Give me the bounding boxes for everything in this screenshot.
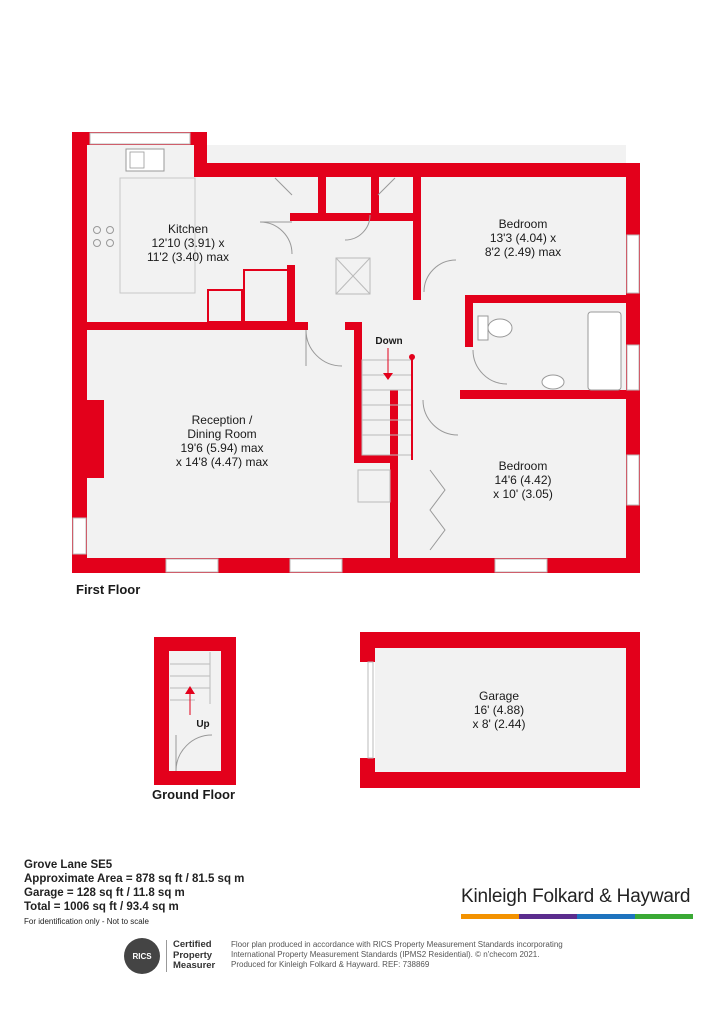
window-bottom-2	[290, 559, 342, 572]
brand-bar-orange	[461, 914, 519, 919]
bathtub	[588, 312, 621, 390]
reception-dim1: 19'6 (5.94) max	[180, 441, 264, 455]
agency-name: Kinleigh Folkard & Hayward	[461, 886, 691, 907]
window-right-3	[627, 455, 639, 505]
wall-bedroom2-left	[390, 390, 398, 565]
basin	[542, 375, 564, 389]
scale-note: For identification only - Not to scale	[24, 917, 149, 926]
garage-wall-right	[626, 632, 640, 788]
wall-bath-bottom	[460, 390, 626, 399]
garage-wall-bottom	[360, 772, 640, 788]
kitchen-dim1: 12'10 (3.91) x	[151, 236, 225, 250]
first-floor-label: First Floor	[76, 582, 141, 597]
total-area: Total = 1006 sq ft / 93.4 sq m	[24, 901, 179, 913]
wall-outer-bottom	[72, 558, 640, 573]
kitchen-dim2: 11'2 (3.40) max	[146, 250, 230, 264]
ground-wall-top	[154, 637, 236, 651]
garage-wall-left-top	[360, 632, 375, 662]
rics-line2: Property	[173, 949, 213, 961]
toilet-cistern	[478, 316, 488, 340]
disclaimer	[231, 940, 601, 970]
wall-bath-left	[465, 295, 473, 347]
bedroom2-dim2: x 10' (3.05)	[493, 487, 553, 501]
window-right-2	[627, 345, 639, 390]
wall-outer-left	[72, 132, 87, 572]
rics-seal-icon: RICS	[124, 938, 160, 974]
wall-top-main	[194, 163, 640, 177]
agency-logo	[461, 886, 693, 919]
ground-floor-label: Ground Floor	[152, 787, 236, 802]
garage-dim1: 16' (4.88)	[473, 703, 525, 717]
garage-wall-left-bottom	[360, 758, 375, 788]
rics-line1: Certified	[173, 939, 212, 951]
bedroom2-dim1: 14'6 (4.42)	[494, 473, 552, 487]
garage-door	[368, 662, 373, 758]
stairs-down-label: Down	[375, 336, 403, 347]
window-left	[73, 518, 86, 554]
rics-badge	[124, 938, 215, 974]
disclaimer-line3: Produced for Kinleigh Folkard & Hayward. REF: 738869	[231, 960, 430, 969]
toilet-bowl	[488, 319, 512, 337]
wall-stair-top	[345, 322, 362, 330]
window-bottom-1	[166, 559, 218, 572]
ground-wall-bottom	[154, 771, 236, 785]
stairs-up-label: Up	[196, 719, 210, 730]
wall-kitchen-reception	[86, 322, 308, 330]
wall-cupboard-2	[371, 177, 379, 217]
ground-wall-left	[154, 637, 169, 785]
ground-floor-plan	[154, 637, 236, 785]
window-bottom-3	[495, 559, 547, 572]
wall-cupboard-base	[290, 213, 420, 221]
reception-name1: Reception /	[191, 413, 253, 427]
bedroom1-dim1: 13'3 (4.04) x	[489, 231, 557, 245]
wall-hall-top	[413, 292, 421, 300]
garage-dim2: x 8' (2.44)	[472, 717, 526, 731]
property-info	[24, 858, 244, 929]
first-floor-plan	[72, 132, 640, 573]
garage-plan	[360, 632, 640, 788]
disclaimer-line2: International Property Measurement Standards (IPMS2 Residential). © n'checom 2021.	[231, 950, 540, 959]
wall-stair-left	[354, 322, 362, 460]
garage-area-text: Garage = 128 sq ft / 11.8 sq m	[24, 887, 185, 899]
rics-line3: Measurer	[173, 960, 216, 972]
disclaimer-line1: Floor plan produced in accordance with RICS Property Measurement Standards incorporating	[231, 940, 563, 949]
window-right-1	[627, 235, 639, 293]
address: Grove Lane SE5	[24, 859, 113, 871]
bedroom2-name: Bedroom	[498, 459, 548, 473]
garage-name: Garage	[478, 689, 520, 703]
brand-bar-green	[635, 914, 693, 919]
brand-color-bar	[461, 914, 693, 919]
wall-bedroom1-left	[413, 177, 421, 299]
window-kitchen-top	[90, 133, 190, 144]
approximate-area: Approximate Area = 878 sq ft / 81.5 sq m	[24, 873, 245, 885]
bedroom1-dim2: 8'2 (2.49) max	[484, 245, 562, 259]
garage-wall-top	[360, 632, 640, 648]
chimney-breast	[86, 400, 104, 478]
rics-text	[166, 940, 215, 972]
reception-dim2: x 14'8 (4.47) max	[175, 455, 269, 469]
reception-name2: Dining Room	[187, 427, 257, 441]
kitchen-name: Kitchen	[167, 222, 209, 236]
brand-bar-blue	[577, 914, 635, 919]
wall-stair-bottom	[354, 455, 398, 463]
stair-newel	[409, 354, 415, 360]
ground-wall-right	[221, 637, 236, 785]
wall-bedroom1-bath	[465, 295, 626, 303]
bedroom1-name: Bedroom	[498, 217, 548, 231]
wall-cupboard-1	[318, 177, 326, 217]
brand-bar-purple	[519, 914, 577, 919]
